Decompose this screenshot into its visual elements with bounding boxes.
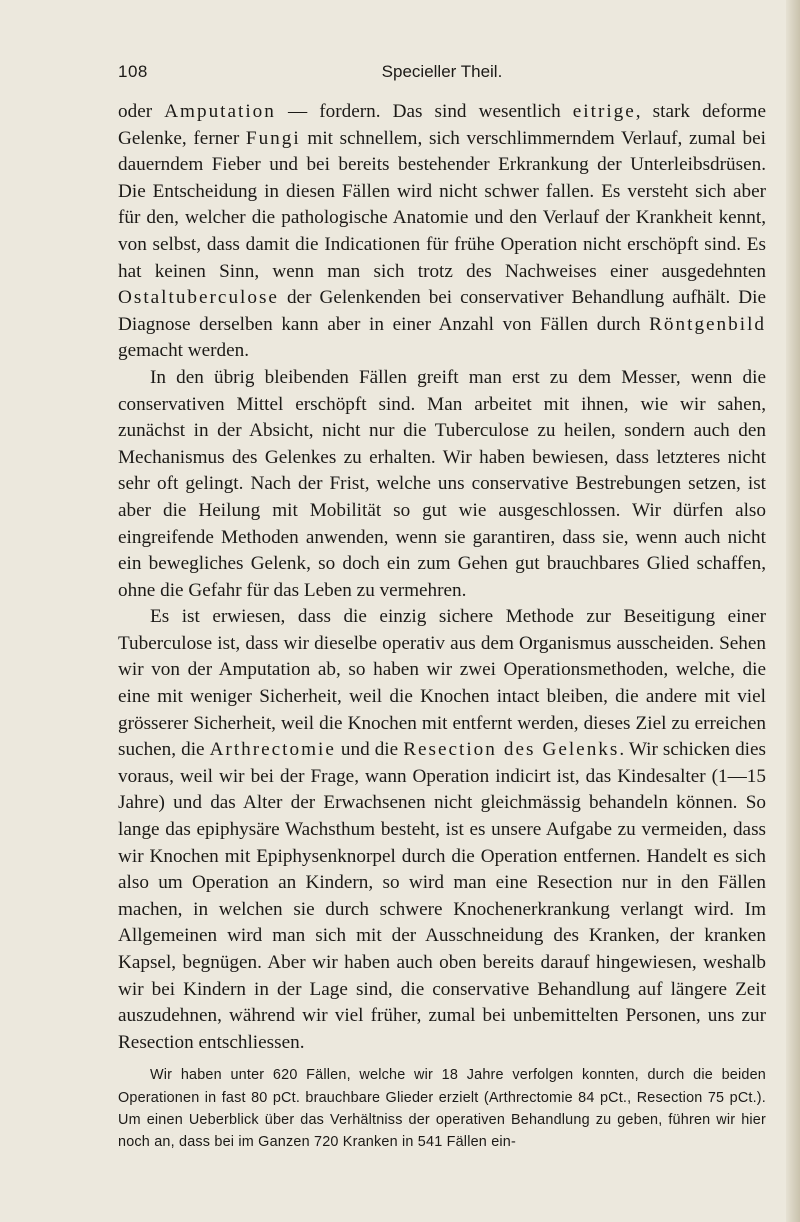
paragraph-1 bbox=[118, 99, 766, 365]
page-edge-shadow bbox=[786, 0, 800, 1222]
page-number: 108 bbox=[118, 62, 148, 81]
page-header bbox=[118, 62, 766, 86]
spaced-term-eitrige: eitrige bbox=[572, 101, 636, 122]
paragraph-2 bbox=[118, 365, 766, 604]
paragraph-3 bbox=[118, 604, 766, 1056]
spaced-term-fungi: Fungi bbox=[245, 127, 301, 149]
spaced-term-resection: Resection des Gelenks bbox=[403, 739, 620, 761]
running-title: Specieller Theil. bbox=[381, 62, 503, 81]
spaced-term-amputation: Amputation bbox=[164, 101, 276, 122]
text-segment: In den übrig bleibenden Fällen greift man erst zu dem Messer, wenn die conservativen Mittel erschöpft sind. Man arbeitet mit ihnen, wie wir sahen, zunächst in der Absicht, nicht nur die Tuberculose zu heilen, sondern auch den Mechanismus des Gelenkes zu erhalten. Wir haben bewiesen, dass letzteres nicht sehr oft gelingt. Nach der Frist, welche uns conservative Bestrebungen setzen, ist aber die Heilung mit Mobilität so gut wie ausgeschlossen. Wir dürfen also eingreifende Methoden anwenden, wenn sie garantiren, dass sie, wenn auch nicht ein bewegliches Gelenk, so doch ein zum Gehen gut brauchbares Glied schaffen, ohne die Gefahr für das Leben zu vermehren. bbox=[118, 366, 766, 601]
text-segment: , stark deforme Gelenke, ferner bbox=[118, 101, 766, 149]
spaced-term-arthrectomie: Arthrectomie bbox=[209, 739, 336, 761]
spaced-term-roentgenbild: Röntgenbild bbox=[649, 313, 766, 335]
text-segment: oder bbox=[118, 101, 165, 122]
footnote-paragraph: Wir haben unter 620 Fällen, welche wir 18 Jahre verfolgen konnten, durch die beiden Operationen in fast 80 pCt. brauchbare Glieder erzielt (Arthrectomie 84 pCt., Resection 75 pCt.). Um einen Ueberblick über das Verhältniss der operativen Behandlung zu geben, führen wir hier noch an, dass bei im Ganzen 720 Kranken in 541 Fällen ein- bbox=[118, 1067, 766, 1150]
text-segment: und die bbox=[335, 739, 404, 761]
text-segment: . Wir schicken dies voraus, weil wir bei der Frage, wann Operation indicirt ist, das Kindesalter (1—15 Jahre) und das Alter der Erwachsenen nicht gleichmässig behandeln können. So lange das epiphysäre Wachsthum besteht, ist es unsere Aufgabe zu vermeiden, dass wir Knochen mit Epiphysenknorpel durch die Operation entfernen. Handelt es sich also um Operation an Kindern, so wird man eine Resection nur in den Fällen machen, in welchen sie durch schwere Knochenerkrankung verlangt wird. Im Allgemeinen wird man sich mit der Ausschneidung des Kranken, der kranken Kapsel, begnügen. Aber wir haben auch oben bereits darauf hingewiesen, weshalb wir bei Kindern in der Lage sind, die conservative Behandlung auf längere Zeit auszudehnen, während wir viel früher, zumal bei unbemittelten Personen, uns zur Resection entschliessen. bbox=[118, 739, 766, 1053]
text-segment: mit schnellem, sich verschlimmerndem Verlauf, zumal bei dauerndem Fieber und bei bereits bestehender Erkrankung der Unterleibsdrüsen. Die Entscheidung in diesen Fällen wird nicht schwer fallen. Es versteht sich aber für den, welcher die pathologische Anatomie und den Verlauf der Krankheit kennt, von selbst, dass damit die Indicationen für frühe Operation nicht erschöpft sind. Es hat keinen Sinn, wenn man sich trotz des Nachweises einer ausgedehnten bbox=[118, 127, 766, 282]
text-segment: Es ist erwiesen, dass die einzig sichere Methode zur Beseitigung einer Tuberculose ist, dass wir dieselbe operativ aus dem Organismus ausscheiden. Sehen wir von der Amputation ab, so haben wir zwei Operationsmethoden, welche, die eine mit weniger Sicherheit, weil die Knochen intact bleiben, die andere mit viel grösserer Sicherheit, weil die Knochen mit entfernt werden, dieses Ziel zu erreichen suchen, die bbox=[118, 606, 766, 761]
text-segment: — fordern. Das sind wesentlich bbox=[275, 101, 573, 122]
body-text bbox=[118, 99, 766, 1153]
spaced-term-ostaltuberculose: Ostaltuberculose bbox=[118, 287, 279, 309]
text-segment: gemacht werden. bbox=[118, 340, 250, 362]
text-segment: der Gelenkenden bei conservativer Behandlung aufhält. Die Diagnose derselben kann aber in einer Anzahl von Fällen durch bbox=[118, 287, 766, 335]
